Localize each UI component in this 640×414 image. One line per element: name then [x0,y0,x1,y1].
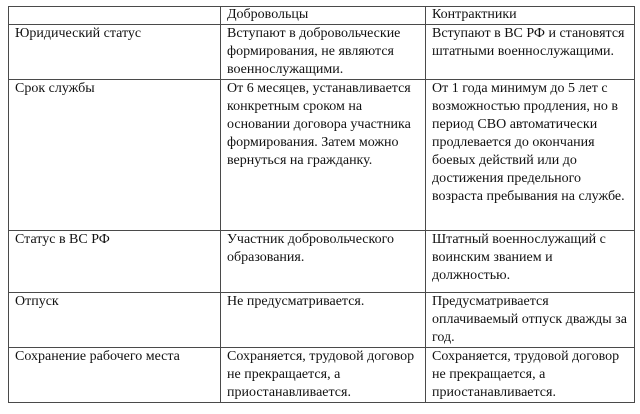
row-label: Статус в ВС РФ [9,231,221,293]
volunteers-cell: От 6 месяцев, устанавливается конкретным сроком на основании договора участника формирования. Затем можно вернуться на гражданку. [221,80,426,231]
row-label: Отпуск [9,293,221,348]
row-label: Срок службы [9,80,221,231]
contractors-cell: Сохраняется, трудовой договор не прекращается, а приостанавливается. [426,348,635,403]
table-row-service-term [9,80,635,231]
contractors-cell: От 1 года минимум до 5 лет с возможностью продления, но в период СВО автоматически продлевается до окончания боевых действий или до достижения предельного возраста пребывания на службе. [426,80,635,231]
volunteers-cell: Участник добровольческого образования. [221,231,426,293]
volunteers-cell: Сохраняется, трудовой договор не прекращается, а приостанавливается. [221,348,426,403]
contractors-cell: Штатный военнослужащий с воинским званием и должностью. [426,231,635,293]
table-row-armed-forces-status [9,231,635,293]
table-row-legal-status [9,25,635,80]
table-header-row [9,7,635,25]
contractors-cell: Вступают в ВС РФ и становятся штатными военнослужащими. [426,25,635,80]
row-label: Сохранение рабочего места [9,348,221,403]
table-row-job-retention [9,348,635,403]
comparison-table [8,6,635,403]
volunteers-cell: Вступают в добровольческие формирования, не являются военнослужащими. [221,25,426,80]
table-row-vacation [9,293,635,348]
contractors-cell: Предусматривается оплачиваемый отпуск дважды за год. [426,293,635,348]
header-cell-volunteers: Добровольцы [221,7,426,25]
header-cell-criteria [9,7,221,25]
row-label: Юридический статус [9,25,221,80]
volunteers-cell: Не предусматривается. [221,293,426,348]
header-cell-contractors: Контрактники [426,7,635,25]
